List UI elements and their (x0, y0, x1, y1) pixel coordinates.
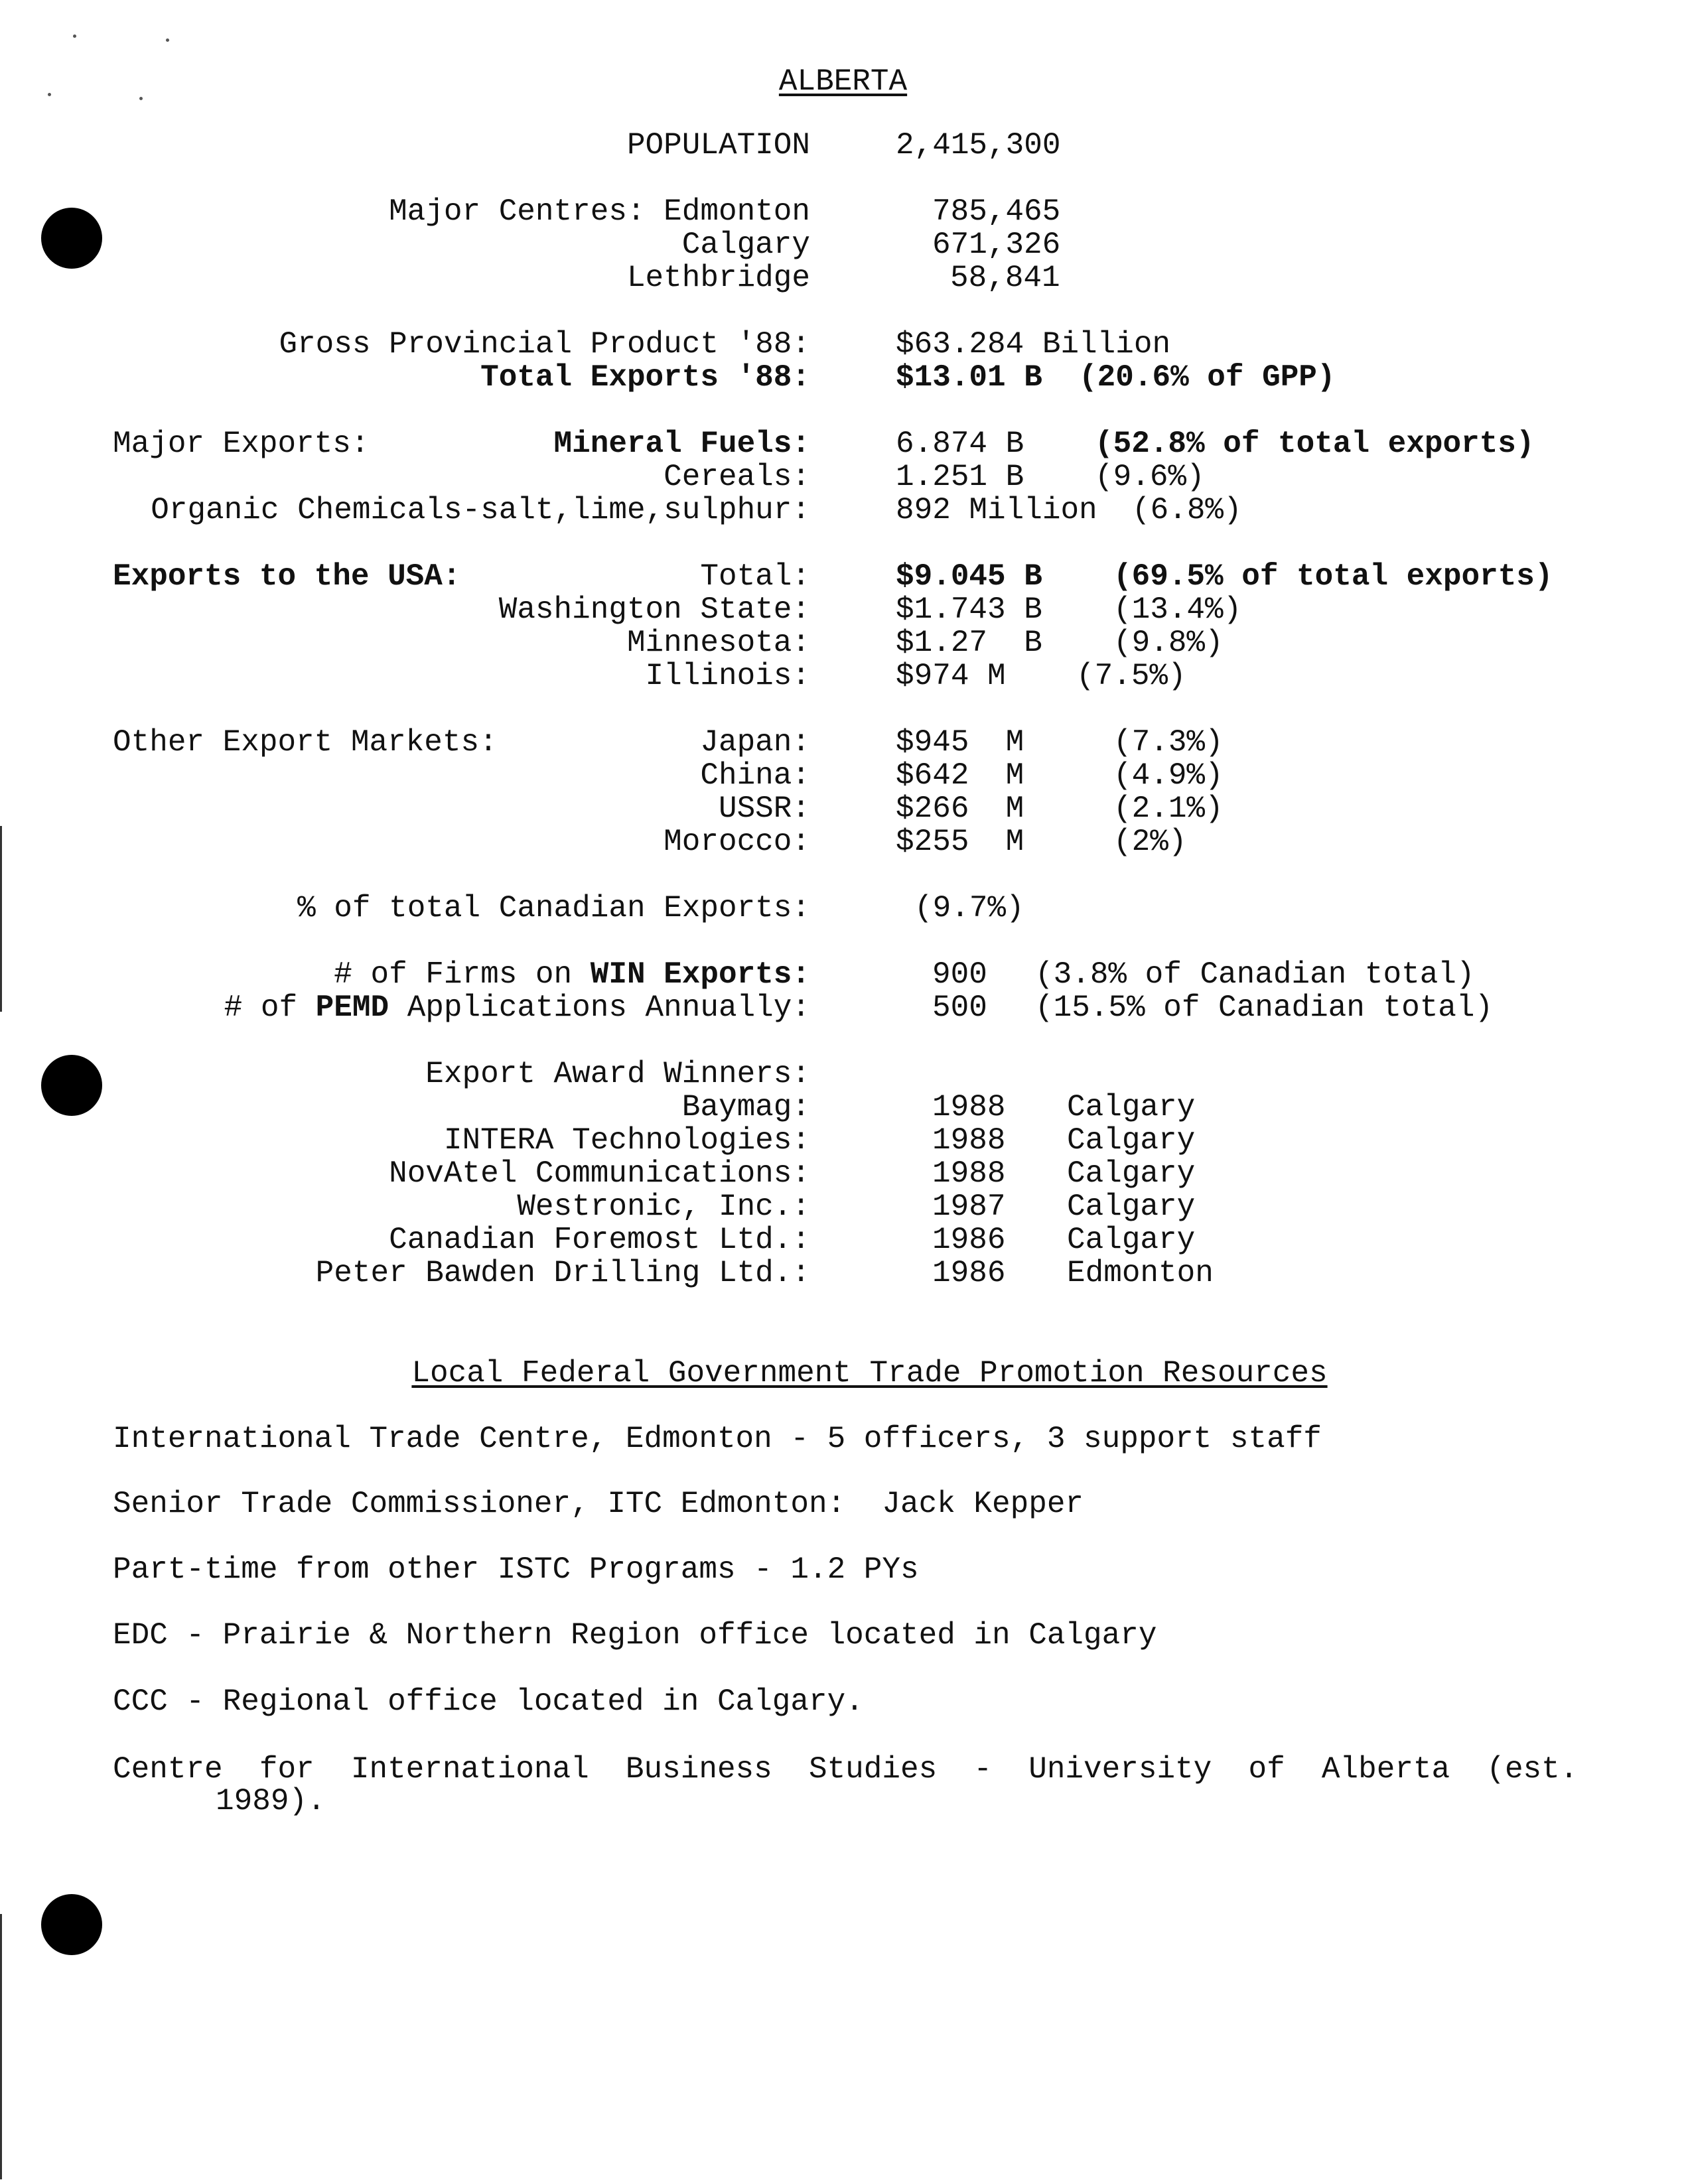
usa-share: (9.8%) (1113, 626, 1224, 660)
award-company: Baymag: (681, 1090, 810, 1125)
usa-value: $1.27 B (896, 626, 1042, 660)
award-company: Westronic, Inc.: (517, 1190, 810, 1224)
canadian-share-label: % of total Canadian Exports: (297, 891, 810, 925)
major-export-name: Organic Chemicals-salt,lime,sulphur: (151, 493, 810, 527)
other-market-name: USSR: (718, 791, 810, 826)
centre-label (389, 195, 810, 228)
other-market-value: $255 M (896, 825, 1024, 859)
other-market-share: (2%) (1113, 825, 1187, 859)
centre-row (0, 228, 1686, 261)
resources-heading: Local Federal Government Trade Promotion Resources (411, 1356, 1328, 1391)
centres-heading: Major Centres: (389, 194, 646, 229)
award-row (0, 1223, 1686, 1257)
centre-value: 58,841 (950, 261, 1060, 295)
resource-line: Part-time from other ISTC Programs - 1.2 PYs (113, 1552, 919, 1587)
centre-value: 671,326 (932, 228, 1061, 262)
win-value: 900 (932, 957, 987, 992)
resource-line: Senior Trade Commissioner, ITC Edmonton: Jack Kepper (113, 1487, 1084, 1521)
major-export-share: (52.8% of total exports) (1095, 427, 1535, 461)
award-company: Peter Bawden Drilling Ltd.: (315, 1256, 810, 1290)
pemd-value: 500 (932, 990, 987, 1025)
award-year: 1988 (932, 1090, 1006, 1125)
total-exports-label: Total Exports '88: (480, 360, 810, 395)
award-city: Edmonton (1067, 1256, 1214, 1290)
major-export-row (0, 460, 1686, 494)
award-city: Calgary (1067, 1090, 1196, 1125)
major-export-share: (6.8%) (1132, 493, 1242, 527)
scan-speck (73, 34, 76, 38)
other-market-name: Japan: (700, 725, 810, 760)
other-market-row (0, 759, 1686, 792)
major-export-value: 892 Million (896, 493, 1097, 527)
award-row (0, 1257, 1686, 1290)
centre-name: Calgary (681, 228, 810, 262)
other-market-share: (4.9%) (1113, 758, 1224, 793)
resource-line: EDC - Prairie & Northern Region office located in Calgary (113, 1618, 1157, 1653)
award-row (0, 1190, 1686, 1223)
total-exports-value: $13.01 B (20.6% of GPP) (896, 360, 1336, 395)
scan-speck (166, 38, 169, 42)
other-markets-label: Other Export Markets: (113, 725, 498, 760)
other-market-value: $642 M (896, 758, 1024, 793)
major-export-value: 6.874 B (896, 427, 1024, 461)
award-year: 1986 (932, 1223, 1006, 1257)
usa-label: Exports to the USA: (113, 559, 461, 594)
award-company: INTERA Technologies: (443, 1123, 810, 1158)
other-market-value: $945 M (896, 725, 1024, 760)
award-city: Calgary (1067, 1223, 1196, 1257)
other-market-row (0, 825, 1686, 858)
pemd-note: (15.5% of Canadian total) (1035, 990, 1494, 1025)
usa-share: (69.5% of total exports) (1113, 559, 1553, 594)
other-market-name: China: (700, 758, 810, 793)
pemd-label (224, 991, 810, 1024)
pemd-label-bold: PEMD (315, 990, 389, 1025)
pemd-label-pre: # of (224, 990, 316, 1025)
usa-value: $974 M (896, 659, 1006, 693)
award-row (0, 1124, 1686, 1157)
win-label-pre: # of Firms on (334, 957, 591, 992)
centre-name: Edmonton (664, 194, 810, 229)
award-year: 1987 (932, 1190, 1006, 1224)
other-market-row (0, 726, 1686, 759)
usa-name: Total: (700, 559, 810, 594)
award-company: Canadian Foremost Ltd.: (389, 1223, 810, 1257)
centre-row (0, 261, 1686, 295)
resource-line-continuation: 1989). (216, 1784, 326, 1818)
major-export-row (0, 494, 1686, 527)
usa-share: (7.5%) (1076, 659, 1186, 693)
award-row (0, 1091, 1686, 1124)
other-market-name: Morocco: (664, 825, 810, 859)
win-label-bold: WIN Exports: (590, 957, 810, 992)
award-row (0, 1157, 1686, 1190)
other-market-share: (7.3%) (1113, 725, 1224, 760)
usa-row (0, 659, 1686, 693)
usa-row (0, 626, 1686, 659)
usa-name: Illinois: (645, 659, 810, 693)
resource-line: Centre for International Business Studies - University of Alberta (est. (113, 1752, 1579, 1787)
resource-line: CCC - Regional office located in Calgary. (113, 1684, 864, 1719)
other-market-row (0, 792, 1686, 825)
centre-name: Lethbridge (626, 261, 810, 295)
canadian-share-row (0, 892, 1686, 925)
canadian-share-value: (9.7%) (914, 891, 1024, 925)
usa-row (0, 593, 1686, 626)
population-label: POPULATION (626, 128, 810, 163)
award-city: Calgary (1067, 1156, 1196, 1191)
award-city: Calgary (1067, 1123, 1196, 1158)
scan-edge-line (0, 1914, 2, 2179)
award-company: NovAtel Communications: (389, 1156, 810, 1191)
pemd-row (0, 991, 1686, 1024)
major-export-name: Mineral Fuels: (553, 427, 810, 461)
pemd-label-post: Applications Annually: (389, 990, 810, 1025)
awards-label: Export Award Winners: (425, 1057, 810, 1091)
population-row (0, 129, 1686, 162)
major-export-value: 1.251 B (896, 460, 1024, 494)
award-city: Calgary (1067, 1190, 1196, 1224)
usa-name: Washington State: (498, 592, 810, 627)
total-exports-row (0, 361, 1686, 394)
award-year: 1988 (932, 1156, 1006, 1191)
centre-row (0, 195, 1686, 228)
win-note: (3.8% of Canadian total) (1035, 957, 1475, 992)
major-exports-label: Major Exports: (113, 427, 370, 461)
major-export-share: (9.6%) (1095, 460, 1205, 494)
award-year: 1986 (932, 1256, 1006, 1290)
usa-share: (13.4%) (1113, 592, 1242, 627)
award-year: 1988 (932, 1123, 1006, 1158)
win-label (334, 958, 810, 991)
major-export-name: Cereals: (664, 460, 810, 494)
win-row (0, 958, 1686, 991)
other-market-value: $266 M (896, 791, 1024, 826)
major-export-row (0, 427, 1686, 460)
usa-name: Minnesota: (626, 626, 810, 660)
punch-hole-bottom (41, 1894, 102, 1955)
other-market-share: (2.1%) (1113, 791, 1224, 826)
usa-value: $9.045 B (896, 559, 1042, 594)
population-value: 2,415,300 (896, 128, 1061, 163)
document-title: ALBERTA (778, 64, 908, 99)
centre-value: 785,465 (932, 194, 1061, 229)
usa-value: $1.743 B (896, 592, 1042, 627)
gpp-label: Gross Provincial Product '88: (279, 327, 810, 362)
awards-heading-row (0, 1058, 1686, 1091)
resource-line: International Trade Centre, Edmonton - 5 officers, 3 support staff (113, 1422, 1322, 1456)
usa-row (0, 560, 1686, 593)
gpp-value: $63.284 Billion (896, 327, 1171, 362)
gpp-row (0, 328, 1686, 361)
